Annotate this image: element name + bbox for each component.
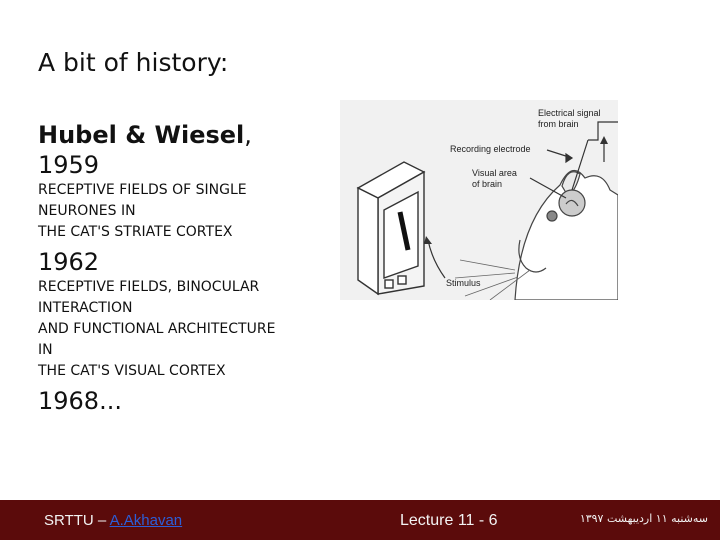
paper-1959-line: RECEPTIVE FIELDS OF SINGLE [38,182,247,198]
year-1959: 1959 [38,151,100,179]
label-from-brain: from brain [538,119,579,129]
label-visual-area: Visual area [472,168,517,178]
footer-date: سه‌شنبه ۱۱ اردیبهشت ۱۳۹۷ [579,512,708,525]
label-of-brain: of brain [472,179,503,189]
label-electrical-signal: Electrical signal [538,108,601,118]
experiment-illustration [340,100,618,300]
footer-org: SRTTU – [44,512,110,529]
author-link[interactable]: A.Akhavan [109,512,183,529]
paper-1959-line: NEURONES IN [38,203,136,219]
paper-1962 [38,277,328,382]
paper-1962-line: AND FUNCTIONAL ARCHITECTURE [38,321,276,337]
authors-comma: , [244,121,252,149]
hubel-wiesel-experiment-figure [340,100,618,300]
paper-1959-line: THE CAT'S STRIATE CORTEX [38,224,233,240]
authors: Hubel & Wiesel [38,121,245,149]
label-stimulus: Stimulus [446,278,481,288]
paper-1959 [38,180,328,243]
paper-1962-line: IN [38,342,53,358]
paper-1962-line: INTERACTION [38,300,133,316]
slide-title: A bit of history: [38,48,229,77]
footer-credit [44,512,182,529]
footer-bar [0,500,720,540]
paper-1962-line: THE CAT'S VISUAL CORTEX [38,363,226,379]
stimulus-arrow [428,240,445,278]
authors-line [38,120,328,150]
paper-1962-line: RECEPTIVE FIELDS, BINOCULAR [38,279,260,295]
year-1962: 1962 [38,248,100,276]
year-1968: 1968... [38,387,122,415]
label-recording-electrode: Recording electrode [450,144,531,154]
footer-lecture: Lecture 11 - 6 [400,512,498,529]
stimulus-screen [358,162,424,294]
signal-arrow [600,136,608,162]
slide-content [38,120,328,416]
